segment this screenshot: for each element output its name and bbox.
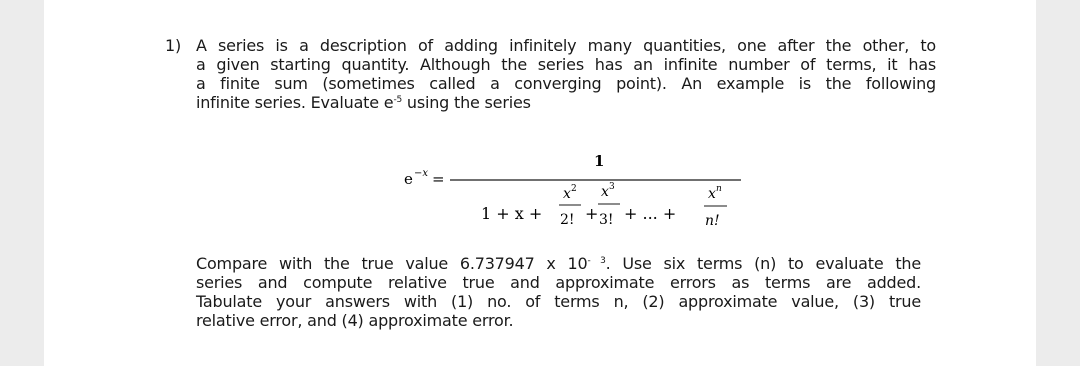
document-page [44,0,1036,366]
intro-line-3: a finite sum (sometimes called a converging point). An example is the following [196,74,936,93]
term3-numerator-exp: 3 [609,182,615,192]
intro-line-2: a given starting quantity. Although the series has an infinite number of terms, it has [196,55,936,74]
question-intro-body [196,36,936,112]
instruction-line-2: series and compute relative true and approximate errors as terms are added. [196,273,921,292]
term2-denominator: 2! [560,212,575,228]
equals-sign: = [432,170,445,188]
question-number: 1) [165,36,182,55]
plus-dots-plus: + ... + [624,204,677,223]
termn-numerator: x [708,186,716,202]
question-instructions [196,254,921,330]
denominator-lead: 1 + x + [481,204,543,223]
instruction-line-1 [196,254,921,273]
termn-numerator-exp: n [716,184,722,194]
lhs-exponent: −x [414,168,429,179]
intro-line-4 [196,93,936,112]
fraction-numerator: 1 [594,152,605,170]
term3-numerator: x [601,184,609,200]
term2-numerator-exp: 2 [571,184,577,194]
term3-denominator: 3! [599,212,614,228]
lhs-base: e [404,170,413,188]
intro-line-1: A series is a description of adding infinitely many quantities, one after the other, to [196,36,936,55]
intro-line-4-prefix: infinite series. Evaluate e [196,93,394,112]
plus-sign-1: + [585,204,599,223]
intro-line-4-suffix: using the series [402,93,531,112]
instruction-line-1-prefix: Compare with the true value 6.737947 x 10 [196,254,588,273]
termn-denominator: n! [705,213,720,229]
exponent-minus-three: - 3 [587,256,606,266]
instruction-line-4: relative error, and (4) approximate error. [196,311,514,330]
term2-numerator: x [563,186,571,202]
exponent-minus-five: -5 [393,95,403,105]
instruction-line-3: Tabulate your answers with (1) no. of terms n, (2) approximate value, (3) true [196,292,921,311]
instruction-line-1-suffix: . Use six terms (n) to evaluate the [605,254,921,273]
